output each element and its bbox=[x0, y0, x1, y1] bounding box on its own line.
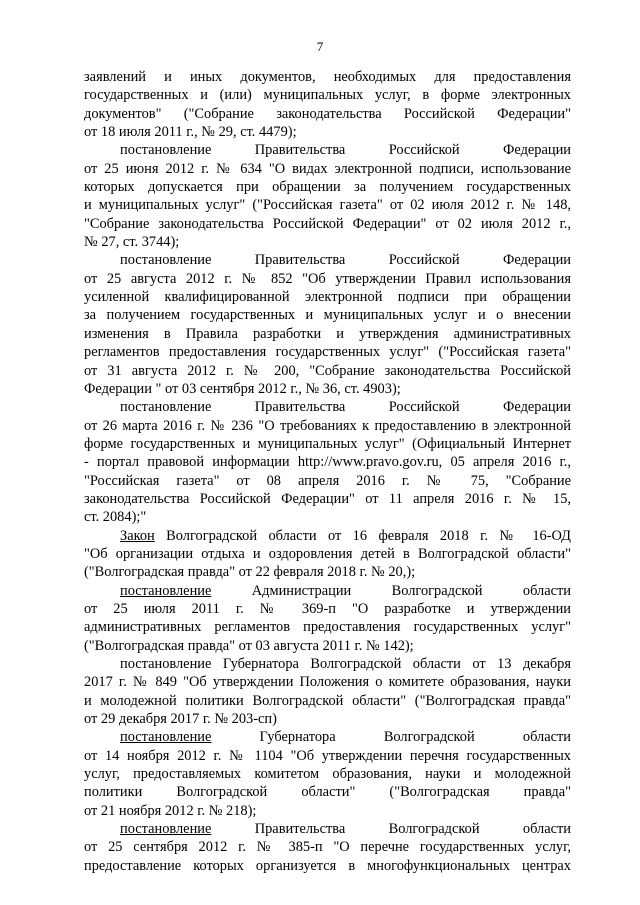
text-span: от 25 июня 2012 г. № 634 "О видах электронной подписи, использование bbox=[84, 160, 571, 177]
text-line bbox=[84, 417, 571, 435]
text-line bbox=[84, 288, 571, 306]
text-line bbox=[84, 527, 571, 545]
text-span: постановление Правительства Российской Федерации bbox=[120, 252, 571, 269]
text-line bbox=[84, 398, 571, 416]
text-line bbox=[84, 820, 571, 838]
text-span: услуг, предоставляемых комитетом образования, науки и молодежной bbox=[84, 766, 571, 783]
text-span: от 14 ноября 2012 г. № 1104 "Об утверждении перечня государственных bbox=[84, 747, 571, 764]
text-span: от 29 декабря 2017 г. № 203-сп) bbox=[84, 711, 277, 728]
text-span: от 25 сентября 2012 г. № 385-п "О перечне государственных услуг, bbox=[84, 839, 571, 856]
text-line bbox=[84, 765, 571, 783]
text-span: политики Волгоградской области" ("Волгоградская правда" bbox=[84, 784, 571, 801]
text-span: которых допускается при обращении за получением государственных bbox=[84, 179, 571, 196]
text-span: от 25 августа 2012 г. № 852 "Об утверждении Правил использования bbox=[84, 270, 571, 287]
text-line bbox=[84, 306, 571, 324]
page-number: 7 bbox=[316, 39, 324, 54]
text-line bbox=[84, 490, 571, 508]
text-line bbox=[84, 435, 571, 453]
text-span: форме государственных и муниципальных услуг" (Официальный Интернет bbox=[84, 435, 571, 452]
text-line bbox=[84, 160, 571, 178]
text-span: от 21 ноября 2012 г. № 218); bbox=[84, 802, 257, 819]
text-span: от 25 июля 2011 г. № 369-п "О разработке и утверждении bbox=[84, 600, 571, 617]
text-span: Администрации Волгоградской области bbox=[211, 582, 571, 599]
text-line bbox=[84, 380, 571, 398]
text-span: Губернатора Волгоградской области bbox=[211, 729, 571, 746]
text-span: № 27, ст. 3744); bbox=[84, 234, 180, 251]
text-line bbox=[84, 362, 571, 380]
text-line bbox=[84, 141, 571, 159]
text-line bbox=[84, 196, 571, 214]
text-span: от 31 августа 2012 г. № 200, "Собрание законодательства Российской bbox=[84, 362, 571, 379]
text-line bbox=[84, 68, 571, 86]
text-span: Правительства Волгоградской области bbox=[211, 821, 571, 838]
text-line bbox=[84, 637, 571, 655]
text-span: ("Волгоградская правда" от 22 февраля 2018 г. № 20,); bbox=[84, 564, 416, 581]
text-line bbox=[84, 343, 571, 361]
text-span: предоставление которых организуется в многофункциональных центрах bbox=[84, 857, 571, 874]
text-line bbox=[84, 86, 571, 104]
text-line bbox=[84, 215, 571, 233]
text-line bbox=[84, 802, 571, 820]
underlined-reference: постановление bbox=[120, 821, 212, 838]
text-span: постановление Правительства Российской Федерации bbox=[120, 142, 571, 159]
text-span: "Об организации отдыха и оздоровления детей в Волгоградской области" bbox=[84, 545, 571, 562]
text-span: изменения в Правила разработки и утверждения административных bbox=[84, 325, 571, 342]
text-line bbox=[84, 857, 571, 875]
text-span: ст. 2084);" bbox=[84, 509, 147, 526]
text-line bbox=[84, 783, 571, 801]
text-span: - портал правовой информации http://www.pravo.gov.ru, 05 апреля 2016 г., bbox=[84, 454, 571, 471]
document-body bbox=[84, 68, 571, 875]
text-span: постановление Губернатора Волгоградской области от 13 декабря bbox=[120, 656, 571, 672]
text-span: документов" ("Собрание законодательства Российской Федерации" bbox=[84, 105, 571, 122]
text-span: и муниципальных услуг" ("Российская газета" от 02 июля 2012 г. № 148, bbox=[84, 197, 571, 214]
text-span: "Собрание законодательства Российской Федерации" от 02 июля 2012 г., bbox=[84, 215, 571, 232]
text-span: и молодежной политики Волгоградской области" ("Волгоградская правда" bbox=[84, 692, 571, 709]
text-span: постановление Правительства Российской Федерации bbox=[120, 399, 571, 416]
text-span: Федерации " от 03 сентября 2012 г., № 36, ст. 4903); bbox=[84, 380, 401, 397]
underlined-reference: постановление bbox=[120, 582, 212, 599]
text-span: "Российская газета" от 08 апреля 2016 г. № 75, "Собрание bbox=[84, 472, 571, 489]
text-line bbox=[84, 270, 571, 288]
text-line bbox=[84, 838, 571, 856]
text-span: за получением государственных и муниципальных услуг и о внесении bbox=[84, 307, 571, 324]
text-line bbox=[84, 747, 571, 765]
text-line bbox=[84, 545, 571, 563]
text-line bbox=[84, 472, 571, 490]
text-line bbox=[84, 563, 571, 581]
text-line bbox=[84, 618, 571, 636]
text-line bbox=[84, 325, 571, 343]
text-line bbox=[84, 508, 571, 526]
text-span: от 18 июля 2011 г., № 29, ст. 4479); bbox=[84, 124, 297, 141]
text-line bbox=[84, 233, 571, 251]
text-line bbox=[84, 600, 571, 618]
text-span: заявлений и иных документов, необходимых для предоставления bbox=[84, 69, 571, 85]
text-span: Волгоградской области от 16 февраля 2018 г. № 16-ОД bbox=[154, 527, 571, 544]
text-span: административных регламентов предоставления государственных услуг" bbox=[84, 619, 571, 636]
underlined-reference: Закон bbox=[120, 527, 155, 544]
text-span: от 26 марта 2016 г. № 236 "О требованиях к предоставлению в электронной bbox=[84, 417, 571, 434]
text-span: усиленной квалифицированной электронной подписи при обращении bbox=[84, 289, 571, 306]
text-line bbox=[84, 655, 571, 673]
text-line bbox=[84, 710, 571, 728]
text-line bbox=[84, 582, 571, 600]
text-span: государственных и (или) муниципальных услуг, в форме электронных bbox=[84, 87, 571, 104]
text-line bbox=[84, 453, 571, 471]
text-line bbox=[84, 728, 571, 746]
underlined-reference: постановление bbox=[120, 729, 212, 746]
text-span: законодательства Российской Федерации" от 11 апреля 2016 г. № 15, bbox=[84, 490, 571, 507]
text-span: ("Волгоградская правда" от 03 августа 2011 г. № 142); bbox=[84, 637, 414, 654]
text-line bbox=[84, 251, 571, 269]
text-line bbox=[84, 673, 571, 691]
text-line bbox=[84, 692, 571, 710]
text-line bbox=[84, 178, 571, 196]
text-line bbox=[84, 105, 571, 123]
text-span: регламентов предоставления государственных услуг" ("Российская газета" bbox=[84, 344, 571, 361]
text-line bbox=[84, 123, 571, 141]
text-span: 2017 г. № 849 "Об утверждении Положения о комитете образования, науки bbox=[84, 674, 571, 691]
